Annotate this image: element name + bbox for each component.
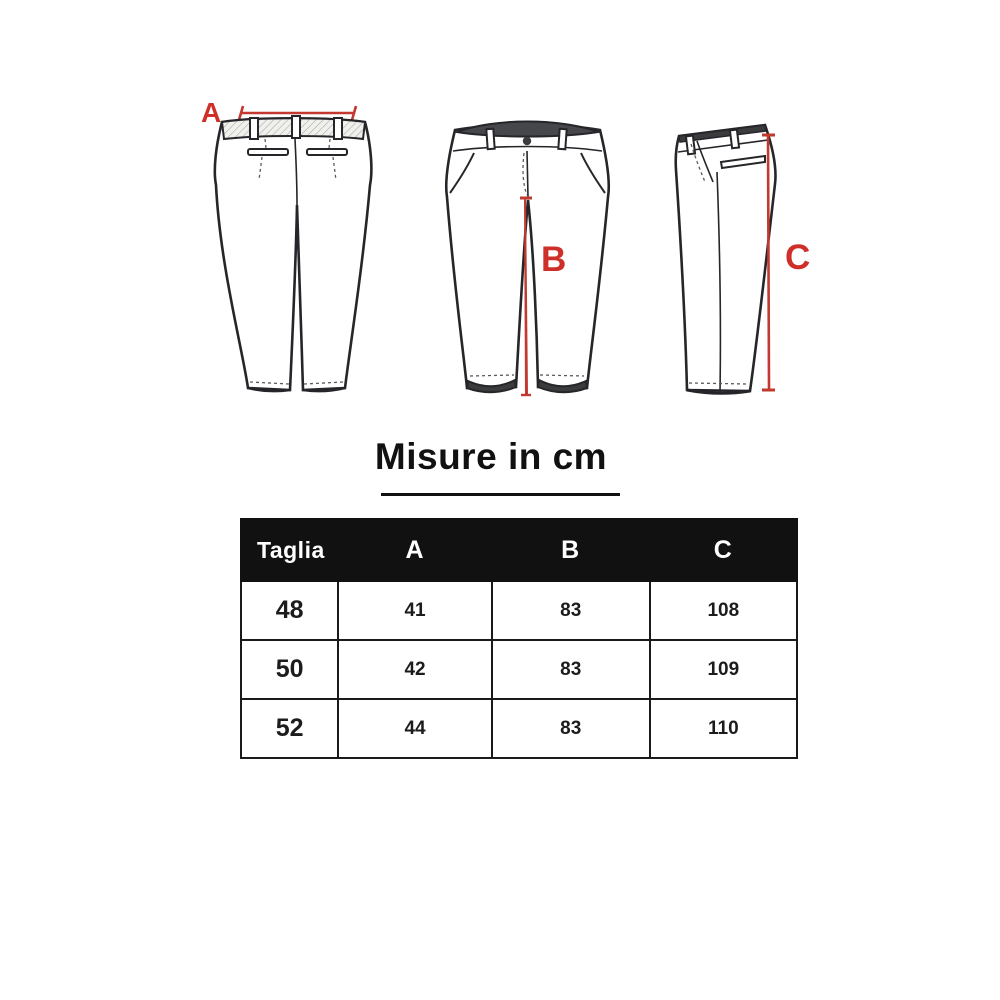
size-table-header-row (241, 519, 797, 581)
measure-cell-c: 110 (650, 699, 797, 758)
size-cell: 50 (241, 640, 338, 699)
size-cell: 48 (241, 581, 338, 640)
column-header-b: B (492, 519, 650, 581)
measure-cell-c: 109 (650, 640, 797, 699)
size-table (240, 518, 798, 759)
measure-cell-b: 83 (492, 640, 650, 699)
measure-label-c: C (785, 238, 811, 277)
column-header-taglia: Taglia (241, 519, 338, 581)
pants-back-view-drawing (195, 85, 375, 405)
column-header-a: A (338, 519, 491, 581)
measure-label-a: A (201, 97, 222, 128)
measure-label-b: B (541, 240, 567, 279)
size-table-row (241, 640, 797, 699)
column-header-c: C (650, 519, 797, 581)
measure-cell-a: 41 (338, 581, 491, 640)
measure-cell-b: 83 (492, 581, 650, 640)
measure-line-c (762, 135, 775, 390)
measure-cell-c: 108 (650, 581, 797, 640)
pants-front-view-drawing (440, 105, 615, 410)
page-title: Misure in cm (374, 436, 608, 477)
size-cell: 52 (241, 699, 338, 758)
title-underline (381, 493, 620, 496)
size-table-row (241, 699, 797, 758)
measure-cell-b: 83 (492, 699, 650, 758)
measure-cell-a: 42 (338, 640, 491, 699)
size-table-row (241, 581, 797, 640)
measure-cell-a: 44 (338, 699, 491, 758)
